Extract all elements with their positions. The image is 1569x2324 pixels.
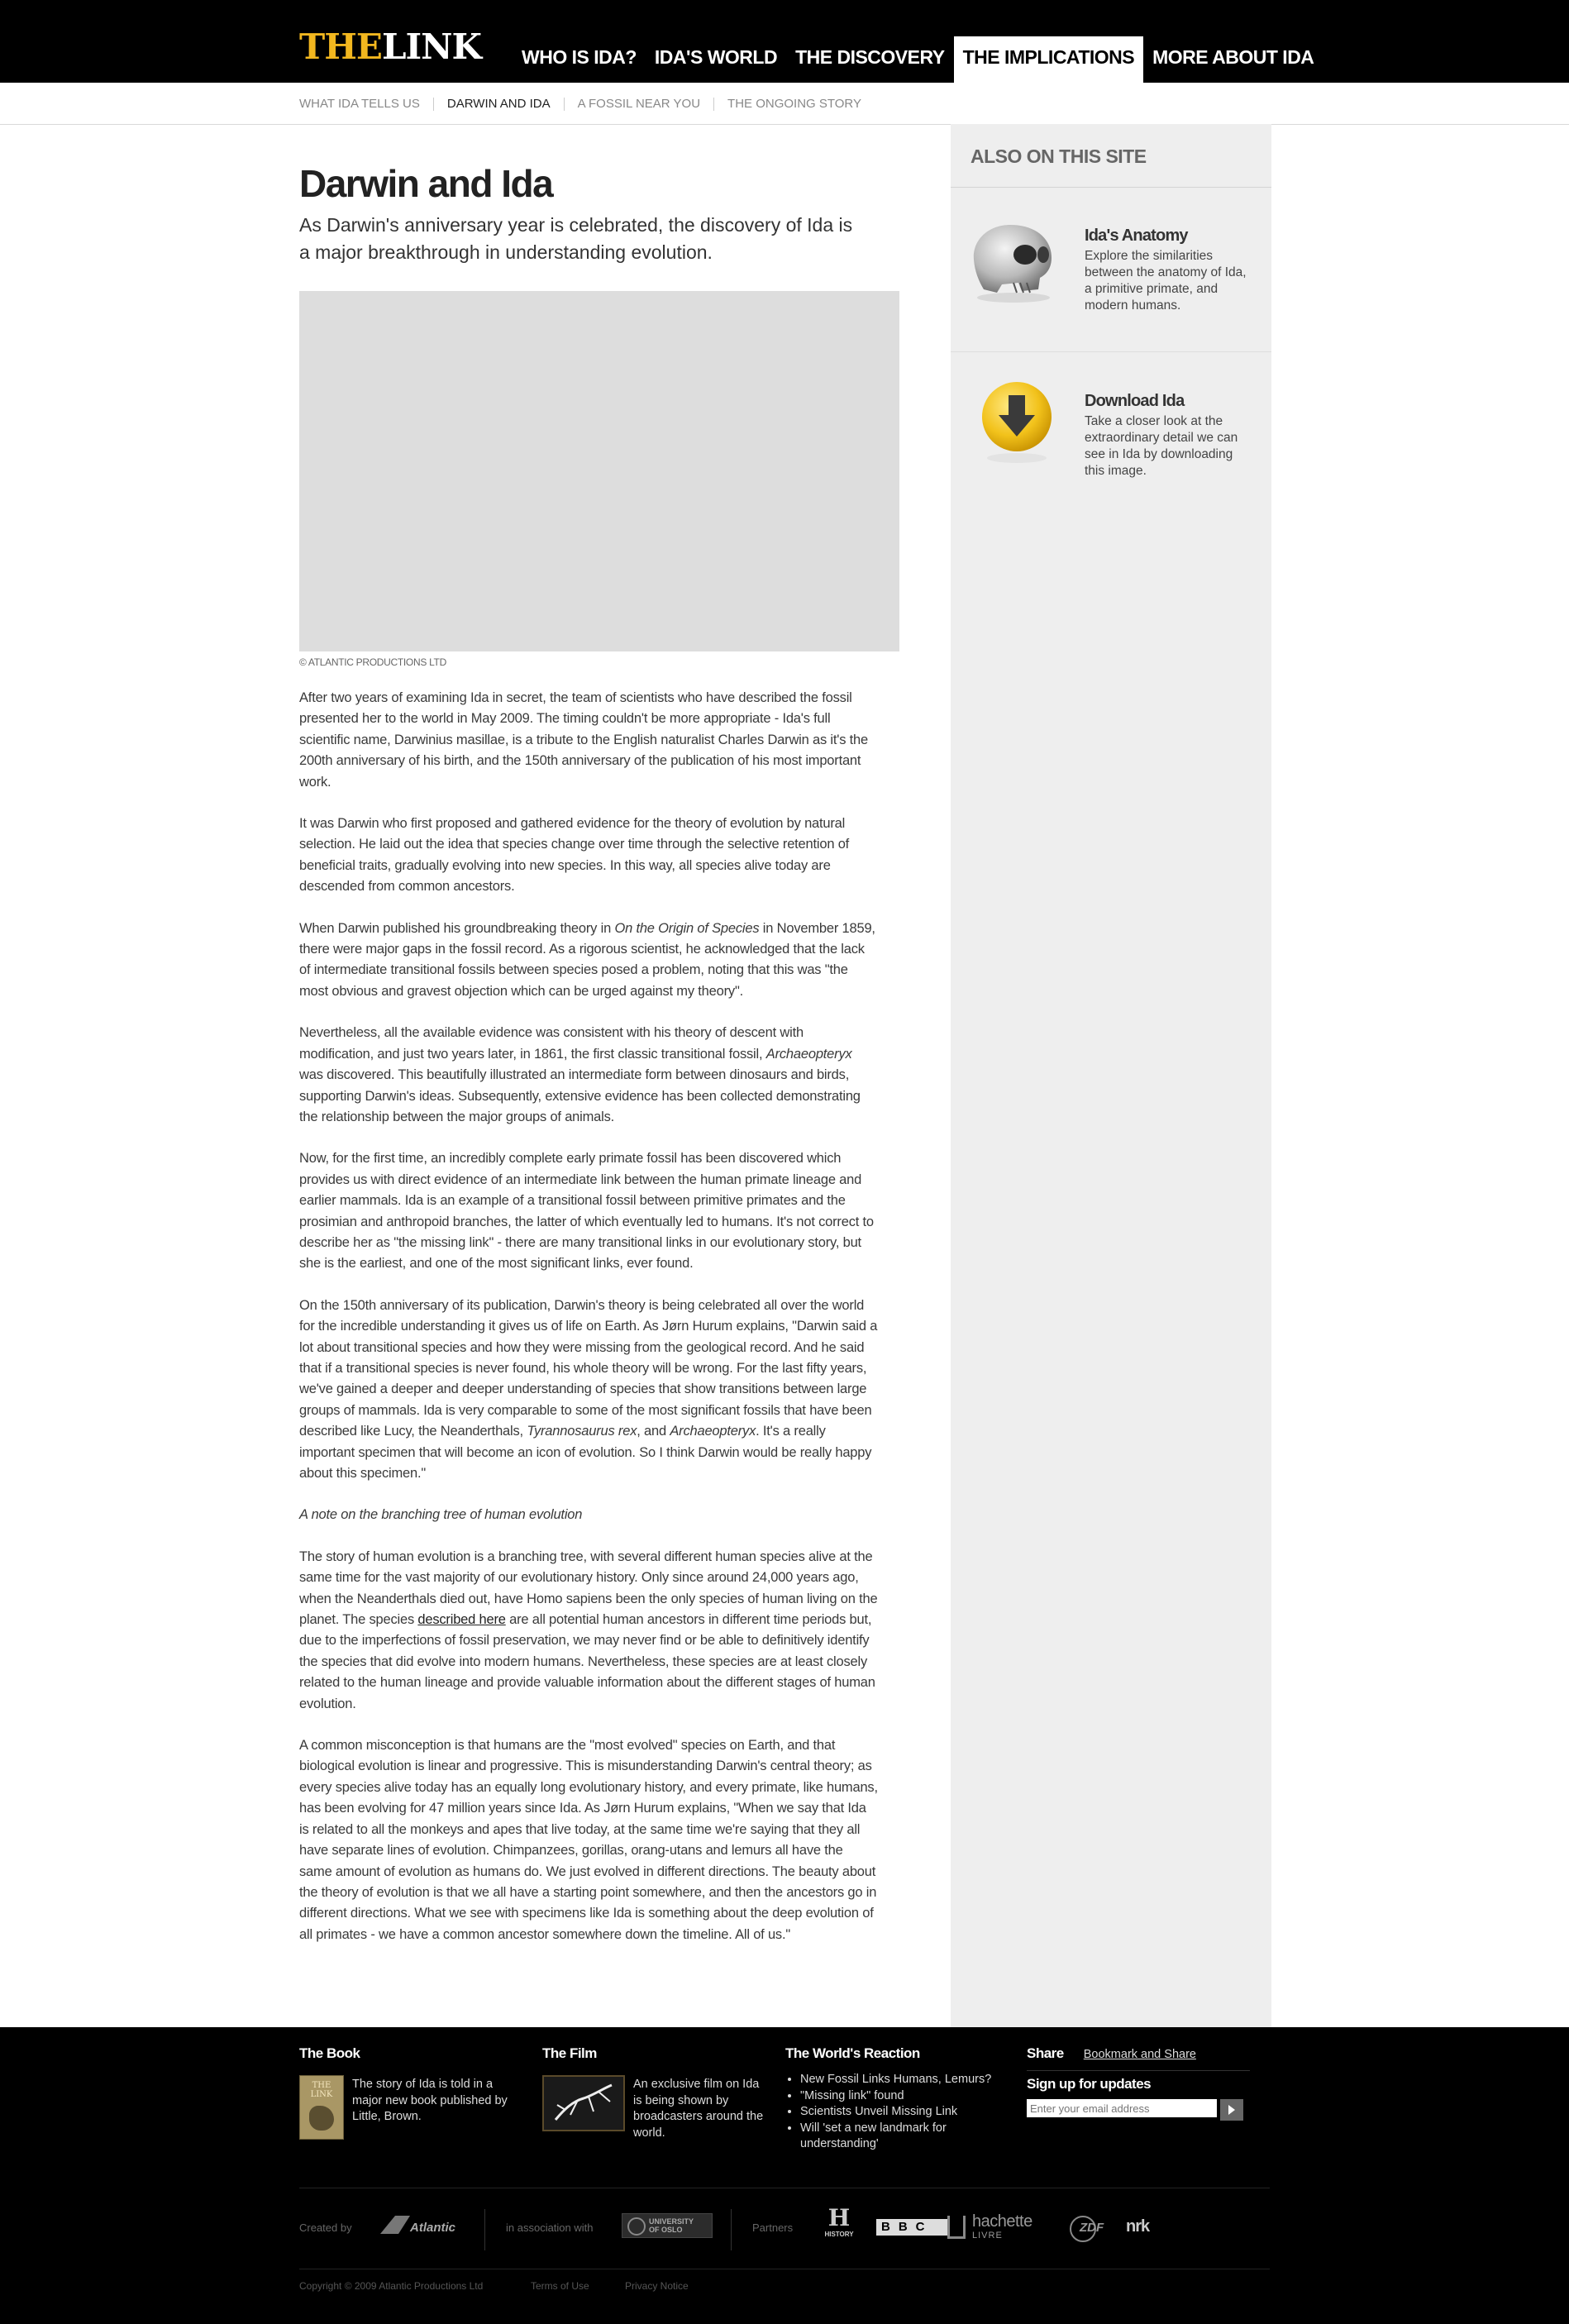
association-label: in association with <box>506 2221 594 2234</box>
share-label: Share <box>1027 2045 1064 2061</box>
sub-nav <box>0 83 1569 125</box>
p6-italic-1: Tyrannosaurus rex <box>527 1424 637 1439</box>
reaction-link[interactable]: • "Missing link" found <box>800 2088 1015 2105</box>
p4-text-a: Nevertheless, all the available evidence was consistent with his theory of descent with modification, and just two years later, in 1861, the first classic transitional fossil, <box>299 1025 804 1062</box>
nrk-logo[interactable]: nrk <box>1126 2217 1150 2236</box>
described-here-link[interactable]: described here <box>417 1612 506 1628</box>
promo-title[interactable]: Download Ida <box>1085 392 1185 410</box>
atlantic-logo[interactable] <box>377 2211 460 2239</box>
article <box>299 162 899 1966</box>
fossil-film-icon <box>544 2077 623 2130</box>
promo-description: Take a closer look at the extraordinary detail we can see in Ida by downloading this image. <box>1085 414 1238 478</box>
signup-label: Sign up for updates <box>1027 2076 1152 2092</box>
hachette-wordmark: hachette <box>972 2212 1032 2231</box>
hachette-h-icon <box>947 2216 966 2239</box>
partners-label: Partners <box>752 2221 794 2234</box>
oslo-text-top: UNIVERSITY <box>649 2217 694 2226</box>
history-logo[interactable] <box>818 2206 860 2242</box>
copyright-text: Copyright © 2009 Atlantic Productions Ltd <box>299 2280 484 2292</box>
privacy-notice-link[interactable]: Privacy Notice <box>625 2280 689 2292</box>
partner-separator <box>731 2209 732 2250</box>
reaction-link[interactable]: • Will 'set a new landmark for understanding' <box>800 2121 1015 2153</box>
p3-italic: On the Origin of Species <box>614 920 760 936</box>
footer <box>0 2027 1569 2324</box>
bookmark-and-share-link[interactable]: Bookmark and Share <box>1083 2048 1196 2061</box>
p6-text-m: , and <box>637 1424 670 1439</box>
section-note-heading: A note on the branching tree of human evolution <box>299 1507 583 1523</box>
footer-share-signup <box>1027 2045 1250 2121</box>
zdf-logo[interactable] <box>1070 2214 1111 2240</box>
book-cover-thumbnail[interactable] <box>299 2075 344 2140</box>
promo-description: Explore the similarities between the anatomy of Ida, a primitive primate, and modern humans. <box>1085 249 1247 313</box>
reaction-link[interactable]: • New Fossil Links Humans, Lemurs? <box>800 2072 1015 2088</box>
subnav-the-ongoing-story[interactable]: THE ONGOING STORY <box>713 98 875 111</box>
footer-world-reaction <box>785 2045 1017 2153</box>
image-credit: © ATLANTIC PRODUCTIONS LTD <box>299 656 446 668</box>
university-of-oslo-logo[interactable] <box>622 2213 713 2238</box>
page-title: Darwin and Ida <box>299 162 553 205</box>
p7-text-a: The story of human evolution is a branching tree, with several different human species alive at the same time for the vast majority of our evolutionary history. Only since around 24,000 years ago, when the Neanderthals died out, have Homo sapiens been the only species of human living on the planet. The species <box>299 1549 878 1628</box>
created-by-label: Created by <box>299 2221 352 2234</box>
hachette-livre: LIVRE <box>972 2231 1003 2240</box>
terms-of-use-link[interactable]: Terms of Use <box>531 2280 589 2292</box>
logo-link: LINK <box>381 26 482 67</box>
nav-idas-world[interactable]: IDA'S WORLD <box>654 46 778 68</box>
p4-italic: Archaeopteryx <box>765 1046 852 1062</box>
reaction-link[interactable]: • Scientists Unveil Missing Link <box>800 2104 1015 2121</box>
footer-film-title[interactable]: The Film <box>542 2045 597 2061</box>
fossil-icon <box>309 2106 334 2131</box>
sidebar-heading: ALSO ON THIS SITE <box>951 124 1271 188</box>
paragraph-4 <box>299 1023 878 1128</box>
nav-the-implications[interactable]: THE IMPLICATIONS <box>954 36 1144 83</box>
bbc-logo[interactable] <box>876 2219 950 2236</box>
submit-arrow-button[interactable] <box>1220 2099 1243 2121</box>
main-nav <box>513 36 1323 83</box>
p3-text-a: When Darwin published his groundbreaking theory in <box>299 920 615 936</box>
site-logo[interactable] <box>299 26 482 67</box>
oslo-seal-icon <box>627 2217 646 2236</box>
partner-separator <box>484 2209 485 2250</box>
p6-text-b: . It's a really important specimen that will become an icon of evolution. So I think Darwin would be really happy about this specimen." <box>299 1424 872 1481</box>
footer-film-text: An exclusive film on Ida is being shown by broadcasters around the world. <box>633 2078 764 2140</box>
nav-who-is-ida[interactable]: WHO IS IDA? <box>522 46 637 68</box>
nav-the-discovery[interactable]: THE DISCOVERY <box>795 46 945 68</box>
p7-text-b: are all potential human ancestors in different time periods but, due to the imperfections of fossil preservation, we may never find or be able to definitively identify the species that did evolve into modern humans. Nevertheless, these species are at least closely related to the human lineage and provide valuable information about the different stages of human evolution. <box>299 1612 875 1711</box>
subnav-what-ida-tells-us[interactable]: WHAT IDA TELLS US <box>299 97 420 111</box>
history-h-icon: H <box>827 2204 851 2231</box>
oslo-text-bottom: OF OSLO <box>649 2226 683 2234</box>
footer-book-text: The story of Ida is told in a major new book published by Little, Brown. <box>352 2078 508 2123</box>
download-arrow-icon <box>975 377 1058 468</box>
sidebar-divider <box>951 351 1271 352</box>
p6-text-a: On the 150th anniversary of its publication, Darwin's theory is being celebrated all over the world for the incredible understanding it gives us of life on Earth. As Jørn Hurum explains, "Darwin said a lot about transitional species and how they were missing from the geological record. And he said that if a transitional species is never found, his whole theory will be wrong. For the last fifty years, we've gained a deeper and deeper understanding of species that show transitions between large groups of mammals. Ida is very comparable to some of the most significant fossils that have been described like Lucy, the Neanderthals, <box>299 1297 878 1439</box>
footer-book-title[interactable]: The Book <box>299 2045 360 2061</box>
book-cover-link: LINK <box>310 2090 333 2099</box>
top-bar <box>0 0 1569 83</box>
subnav-darwin-and-ida[interactable]: DARWIN AND IDA <box>433 98 564 111</box>
p4-text-b: was discovered. This beautifully illustrated an intermediate form between dinosaurs and birds, supporting Darwin's ideas. Subsequently, extensive evidence has been collected demonstrating the relationship between the major groups of animals. <box>299 1067 861 1124</box>
book-cover-the: THE <box>312 2081 331 2090</box>
footer-film <box>542 2045 774 2140</box>
atlantic-wordmark: Atlantic <box>410 2221 456 2235</box>
nav-more-about-ida[interactable]: MORE ABOUT IDA <box>1152 46 1314 68</box>
paragraph-5: Now, for the first time, an incredibly complete early primate fossil has been discovered which provides us with direct evidence of an intermediate link between the human primate lineage and earlier mammals. Ida is an example of a transitional fossil between primitive primates and the prosimian and anthropoid branches, the latter of which eventually led to humans. It's not correct to describe her as "the missing link" - there are many transitional links in our evolutionary story, but she is the earliest, and one of the most significant links, ever found. <box>299 1151 874 1272</box>
film-thumbnail[interactable] <box>542 2075 625 2131</box>
subnav-a-fossil-near-you[interactable]: A FOSSIL NEAR YOU <box>564 98 713 111</box>
footer-reaction-title: The World's Reaction <box>785 2045 920 2061</box>
paragraph-3 <box>299 919 878 1003</box>
paragraph-1: After two years of examining Ida in secret, the team of scientists who have described the fossil presented her to the world in May 2009. The timing couldn't be more appropriate - Ida's full scientific name, Darwinius masillae, is a tribute to the English naturalist Charles Darwin as it's the 200th anniversary of his birth, and the 150th anniversary of the publication of his most important work. <box>299 690 868 790</box>
zdf-wordmark: ZDF <box>1080 2221 1104 2235</box>
promo-title[interactable]: Ida's Anatomy <box>1085 227 1188 245</box>
email-input[interactable] <box>1027 2099 1217 2117</box>
p6-italic-2: Archaeopteryx <box>670 1424 756 1439</box>
footer-book <box>299 2045 531 2123</box>
logo-the: THE <box>299 26 382 67</box>
reaction-list <box>785 2072 1015 2153</box>
p3-text-b: in November 1859, there were major gaps in the fossil record. As a rigorous scientist, he acknowledged that the lack of intermediate transitional fossils between species posed a problem, noting that this was "the most obvious and gravest objection which can be urged against my theory". <box>299 920 875 999</box>
paragraph-8: A common misconception is that humans are the "most evolved" species on Earth, and that biological evolution is linear and progressive. This is misunderstanding Darwin's central theory; as every species alive today has an equally long evolutionary history, and every primate, like humans, has been evolving for 47 million years since Ida. As Jørn Hurum explains, "When we say that Ida is related to all the monkeys and apes that live today, at the same time we're saying that they all have separate lines of evolution. Chimpanzees, gorillas, orang-utans and lemurs all have the same amount of evolution as humans do. We just evolved in different directions. The beauty about the theory of evolution is that we all have a starting point somewhere, and then the ancestors go in different directions. What we see with specimens like Ida is something about the deep evolution of all primates - we have a common ancestor somewhere down the timeline. All of us." <box>299 1738 878 1942</box>
paragraph-6 <box>299 1296 878 1485</box>
skull-icon <box>964 217 1063 308</box>
page-subtitle: As Darwin's anniversary year is celebrated, the discovery of Ida is a major breakthrough in understanding evolution. <box>299 214 853 263</box>
article-body <box>299 688 899 1945</box>
paragraph-2: It was Darwin who first proposed and gathered evidence for the theory of evolution by natural selection. He laid out the idea that species change over time through the selective retention of beneficial traits, gradually evolving into new species. In this way, all species alive today are descended from common ancestors. <box>299 816 850 895</box>
paragraph-7 <box>299 1547 878 1715</box>
history-wordmark: HISTORY <box>824 2231 854 2238</box>
article-image-placeholder <box>299 291 899 651</box>
hachette-logo[interactable] <box>947 2212 1047 2242</box>
bbc-wordmark: BBC <box>876 2219 950 2236</box>
